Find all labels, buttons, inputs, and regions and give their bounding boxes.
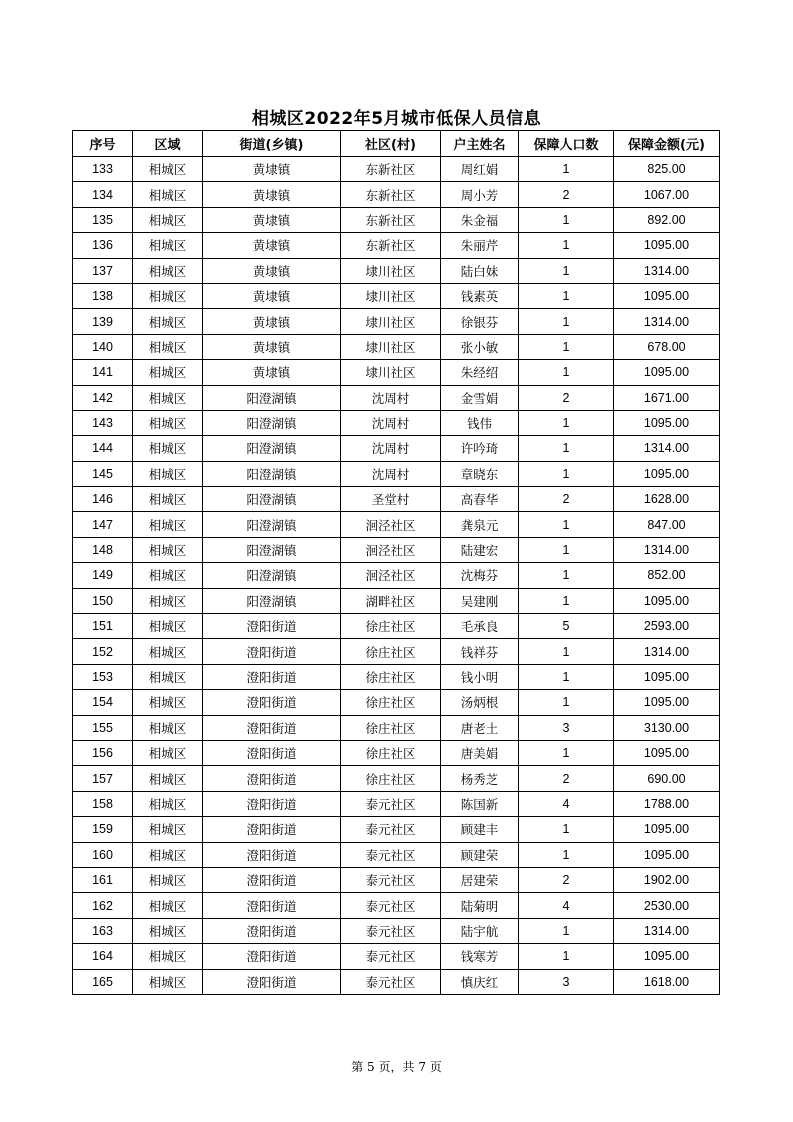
cell-community: 徐庄社区 bbox=[341, 639, 441, 664]
cell-population: 1 bbox=[519, 588, 614, 613]
cell-population: 1 bbox=[519, 157, 614, 182]
cell-district: 相城区 bbox=[133, 563, 203, 588]
cell-community: 徐庄社区 bbox=[341, 690, 441, 715]
cell-householder: 陆宇航 bbox=[441, 918, 519, 943]
cell-community: 湖畔社区 bbox=[341, 588, 441, 613]
table-row bbox=[73, 283, 720, 308]
cell-district: 相城区 bbox=[133, 639, 203, 664]
cell-district: 相城区 bbox=[133, 334, 203, 359]
cell-amount: 1314.00 bbox=[614, 309, 720, 334]
cell-district: 相城区 bbox=[133, 766, 203, 791]
cell-district: 相城区 bbox=[133, 207, 203, 232]
cell-serial: 142 bbox=[73, 385, 133, 410]
cell-serial: 138 bbox=[73, 283, 133, 308]
cell-community: 东新社区 bbox=[341, 157, 441, 182]
cell-district: 相城区 bbox=[133, 918, 203, 943]
cell-amount: 852.00 bbox=[614, 563, 720, 588]
cell-amount: 1067.00 bbox=[614, 182, 720, 207]
cell-amount: 1314.00 bbox=[614, 918, 720, 943]
cell-population: 2 bbox=[519, 182, 614, 207]
cell-street: 澄阳街道 bbox=[203, 791, 341, 816]
cell-community: 埭川社区 bbox=[341, 309, 441, 334]
table-row bbox=[73, 563, 720, 588]
cell-serial: 145 bbox=[73, 461, 133, 486]
cell-community: 圣堂村 bbox=[341, 487, 441, 512]
cell-amount: 2593.00 bbox=[614, 614, 720, 639]
cell-population: 2 bbox=[519, 487, 614, 512]
cell-householder: 吴建刚 bbox=[441, 588, 519, 613]
cell-amount: 1095.00 bbox=[614, 360, 720, 385]
table-row bbox=[73, 740, 720, 765]
cell-street: 澄阳街道 bbox=[203, 664, 341, 689]
cell-district: 相城区 bbox=[133, 715, 203, 740]
cell-street: 黄埭镇 bbox=[203, 360, 341, 385]
cell-serial: 139 bbox=[73, 309, 133, 334]
cell-street: 澄阳街道 bbox=[203, 918, 341, 943]
cell-district: 相城区 bbox=[133, 233, 203, 258]
cell-amount: 1314.00 bbox=[614, 258, 720, 283]
cell-community: 东新社区 bbox=[341, 207, 441, 232]
cell-community: 徐庄社区 bbox=[341, 664, 441, 689]
table-row bbox=[73, 944, 720, 969]
cell-amount: 1095.00 bbox=[614, 410, 720, 435]
cell-amount: 1095.00 bbox=[614, 664, 720, 689]
cell-population: 1 bbox=[519, 410, 614, 435]
cell-district: 相城区 bbox=[133, 258, 203, 283]
cell-householder: 陈国新 bbox=[441, 791, 519, 816]
cell-community: 埭川社区 bbox=[341, 283, 441, 308]
cell-population: 1 bbox=[519, 309, 614, 334]
cell-amount: 2530.00 bbox=[614, 893, 720, 918]
cell-district: 相城区 bbox=[133, 588, 203, 613]
cell-street: 阳澄湖镇 bbox=[203, 588, 341, 613]
column-header-householder: 户主姓名 bbox=[441, 131, 519, 157]
cell-district: 相城区 bbox=[133, 512, 203, 537]
cell-serial: 157 bbox=[73, 766, 133, 791]
column-header-amount: 保障金额(元) bbox=[614, 131, 720, 157]
cell-street: 澄阳街道 bbox=[203, 867, 341, 892]
cell-population: 1 bbox=[519, 817, 614, 842]
cell-street: 澄阳街道 bbox=[203, 639, 341, 664]
cell-serial: 135 bbox=[73, 207, 133, 232]
cell-householder: 朱经绍 bbox=[441, 360, 519, 385]
cell-householder: 高春华 bbox=[441, 487, 519, 512]
cell-householder: 钱素英 bbox=[441, 283, 519, 308]
cell-householder: 陆建宏 bbox=[441, 537, 519, 562]
cell-district: 相城区 bbox=[133, 969, 203, 994]
cell-community: 泰元社区 bbox=[341, 842, 441, 867]
cell-district: 相城区 bbox=[133, 791, 203, 816]
cell-serial: 148 bbox=[73, 537, 133, 562]
cell-serial: 154 bbox=[73, 690, 133, 715]
data-table bbox=[72, 130, 720, 995]
table-row bbox=[73, 233, 720, 258]
cell-amount: 825.00 bbox=[614, 157, 720, 182]
cell-householder: 章晓东 bbox=[441, 461, 519, 486]
cell-amount: 1788.00 bbox=[614, 791, 720, 816]
cell-street: 澄阳街道 bbox=[203, 690, 341, 715]
cell-street: 阳澄湖镇 bbox=[203, 512, 341, 537]
cell-serial: 133 bbox=[73, 157, 133, 182]
table-row bbox=[73, 614, 720, 639]
cell-community: 洄泾社区 bbox=[341, 512, 441, 537]
cell-district: 相城区 bbox=[133, 410, 203, 435]
cell-householder: 陆白妹 bbox=[441, 258, 519, 283]
cell-community: 沈周村 bbox=[341, 385, 441, 410]
cell-district: 相城区 bbox=[133, 487, 203, 512]
cell-serial: 136 bbox=[73, 233, 133, 258]
cell-street: 阳澄湖镇 bbox=[203, 563, 341, 588]
header-row bbox=[73, 131, 720, 157]
table-row bbox=[73, 182, 720, 207]
cell-amount: 690.00 bbox=[614, 766, 720, 791]
cell-householder: 唐老土 bbox=[441, 715, 519, 740]
cell-amount: 1095.00 bbox=[614, 842, 720, 867]
cell-district: 相城区 bbox=[133, 360, 203, 385]
cell-community: 泰元社区 bbox=[341, 867, 441, 892]
cell-street: 阳澄湖镇 bbox=[203, 461, 341, 486]
table-row bbox=[73, 436, 720, 461]
table-row bbox=[73, 410, 720, 435]
cell-district: 相城区 bbox=[133, 664, 203, 689]
cell-amount: 1095.00 bbox=[614, 690, 720, 715]
cell-householder: 沈梅芬 bbox=[441, 563, 519, 588]
cell-street: 阳澄湖镇 bbox=[203, 410, 341, 435]
cell-population: 4 bbox=[519, 893, 614, 918]
cell-street: 黄埭镇 bbox=[203, 283, 341, 308]
cell-district: 相城区 bbox=[133, 614, 203, 639]
cell-householder: 慎庆红 bbox=[441, 969, 519, 994]
cell-householder: 毛承良 bbox=[441, 614, 519, 639]
table-body bbox=[73, 157, 720, 995]
cell-street: 澄阳街道 bbox=[203, 969, 341, 994]
table-row bbox=[73, 715, 720, 740]
cell-serial: 163 bbox=[73, 918, 133, 943]
cell-district: 相城区 bbox=[133, 182, 203, 207]
cell-householder: 金雪娟 bbox=[441, 385, 519, 410]
cell-street: 澄阳街道 bbox=[203, 614, 341, 639]
cell-community: 泰元社区 bbox=[341, 817, 441, 842]
cell-amount: 1314.00 bbox=[614, 436, 720, 461]
cell-community: 徐庄社区 bbox=[341, 614, 441, 639]
cell-serial: 143 bbox=[73, 410, 133, 435]
column-header-community: 社区(村) bbox=[341, 131, 441, 157]
cell-amount: 1095.00 bbox=[614, 461, 720, 486]
cell-community: 埭川社区 bbox=[341, 334, 441, 359]
cell-population: 1 bbox=[519, 740, 614, 765]
cell-householder: 周小芳 bbox=[441, 182, 519, 207]
cell-street: 澄阳街道 bbox=[203, 842, 341, 867]
cell-community: 埭川社区 bbox=[341, 360, 441, 385]
cell-street: 黄埭镇 bbox=[203, 207, 341, 232]
table-row bbox=[73, 639, 720, 664]
cell-amount: 1314.00 bbox=[614, 639, 720, 664]
cell-district: 相城区 bbox=[133, 867, 203, 892]
table-row bbox=[73, 918, 720, 943]
cell-amount: 1628.00 bbox=[614, 487, 720, 512]
cell-population: 1 bbox=[519, 563, 614, 588]
cell-street: 澄阳街道 bbox=[203, 766, 341, 791]
cell-householder: 钱寒芳 bbox=[441, 944, 519, 969]
cell-serial: 141 bbox=[73, 360, 133, 385]
cell-population: 1 bbox=[519, 461, 614, 486]
table-row bbox=[73, 842, 720, 867]
cell-householder: 朱丽芹 bbox=[441, 233, 519, 258]
cell-district: 相城区 bbox=[133, 740, 203, 765]
cell-serial: 165 bbox=[73, 969, 133, 994]
cell-street: 黄埭镇 bbox=[203, 233, 341, 258]
table-row bbox=[73, 309, 720, 334]
cell-community: 东新社区 bbox=[341, 233, 441, 258]
cell-population: 1 bbox=[519, 512, 614, 537]
cell-street: 澄阳街道 bbox=[203, 740, 341, 765]
column-header-serial: 序号 bbox=[73, 131, 133, 157]
cell-district: 相城区 bbox=[133, 461, 203, 486]
cell-community: 埭川社区 bbox=[341, 258, 441, 283]
cell-serial: 134 bbox=[73, 182, 133, 207]
cell-community: 东新社区 bbox=[341, 182, 441, 207]
cell-householder: 龚泉元 bbox=[441, 512, 519, 537]
cell-population: 2 bbox=[519, 766, 614, 791]
cell-community: 徐庄社区 bbox=[341, 766, 441, 791]
table-row bbox=[73, 461, 720, 486]
cell-community: 沈周村 bbox=[341, 410, 441, 435]
cell-street: 澄阳街道 bbox=[203, 944, 341, 969]
cell-community: 洄泾社区 bbox=[341, 563, 441, 588]
cell-serial: 147 bbox=[73, 512, 133, 537]
cell-householder: 朱金福 bbox=[441, 207, 519, 232]
cell-amount: 1095.00 bbox=[614, 233, 720, 258]
table-row bbox=[73, 969, 720, 994]
table-row bbox=[73, 817, 720, 842]
cell-street: 阳澄湖镇 bbox=[203, 537, 341, 562]
cell-serial: 164 bbox=[73, 944, 133, 969]
cell-population: 1 bbox=[519, 918, 614, 943]
table-row bbox=[73, 537, 720, 562]
cell-serial: 150 bbox=[73, 588, 133, 613]
cell-district: 相城区 bbox=[133, 893, 203, 918]
cell-population: 3 bbox=[519, 715, 614, 740]
cell-population: 1 bbox=[519, 436, 614, 461]
cell-householder: 居建荣 bbox=[441, 867, 519, 892]
cell-serial: 146 bbox=[73, 487, 133, 512]
cell-householder: 许吟琦 bbox=[441, 436, 519, 461]
cell-population: 1 bbox=[519, 360, 614, 385]
cell-serial: 140 bbox=[73, 334, 133, 359]
cell-amount: 678.00 bbox=[614, 334, 720, 359]
cell-amount: 1095.00 bbox=[614, 944, 720, 969]
cell-householder: 顾建荣 bbox=[441, 842, 519, 867]
cell-serial: 151 bbox=[73, 614, 133, 639]
cell-householder: 杨秀芝 bbox=[441, 766, 519, 791]
cell-householder: 钱祥芬 bbox=[441, 639, 519, 664]
cell-serial: 137 bbox=[73, 258, 133, 283]
cell-street: 黄埭镇 bbox=[203, 309, 341, 334]
cell-population: 1 bbox=[519, 233, 614, 258]
cell-community: 泰元社区 bbox=[341, 969, 441, 994]
cell-population: 1 bbox=[519, 207, 614, 232]
table-row bbox=[73, 512, 720, 537]
cell-amount: 1671.00 bbox=[614, 385, 720, 410]
cell-district: 相城区 bbox=[133, 817, 203, 842]
cell-amount: 1095.00 bbox=[614, 817, 720, 842]
cell-population: 1 bbox=[519, 639, 614, 664]
cell-street: 阳澄湖镇 bbox=[203, 436, 341, 461]
cell-street: 阳澄湖镇 bbox=[203, 385, 341, 410]
table-row bbox=[73, 664, 720, 689]
cell-district: 相城区 bbox=[133, 385, 203, 410]
cell-population: 1 bbox=[519, 334, 614, 359]
cell-amount: 3130.00 bbox=[614, 715, 720, 740]
cell-serial: 156 bbox=[73, 740, 133, 765]
cell-amount: 1314.00 bbox=[614, 537, 720, 562]
cell-community: 沈周村 bbox=[341, 436, 441, 461]
table-row bbox=[73, 334, 720, 359]
column-header-population: 保障人口数 bbox=[519, 131, 614, 157]
cell-district: 相城区 bbox=[133, 436, 203, 461]
cell-street: 黄埭镇 bbox=[203, 182, 341, 207]
cell-serial: 153 bbox=[73, 664, 133, 689]
cell-householder: 汤炳根 bbox=[441, 690, 519, 715]
cell-population: 3 bbox=[519, 969, 614, 994]
cell-householder: 陆菊明 bbox=[441, 893, 519, 918]
cell-householder: 钱小明 bbox=[441, 664, 519, 689]
cell-serial: 162 bbox=[73, 893, 133, 918]
cell-householder: 唐美娟 bbox=[441, 740, 519, 765]
table-row bbox=[73, 258, 720, 283]
cell-householder: 钱伟 bbox=[441, 410, 519, 435]
cell-population: 1 bbox=[519, 690, 614, 715]
table-row bbox=[73, 867, 720, 892]
table-row bbox=[73, 385, 720, 410]
table-row bbox=[73, 360, 720, 385]
table-row bbox=[73, 487, 720, 512]
column-header-district: 区域 bbox=[133, 131, 203, 157]
page-footer: 第 5 页，共 7 页 bbox=[351, 1060, 442, 1074]
table-row bbox=[73, 588, 720, 613]
cell-serial: 149 bbox=[73, 563, 133, 588]
table-row bbox=[73, 893, 720, 918]
table-row bbox=[73, 690, 720, 715]
cell-district: 相城区 bbox=[133, 309, 203, 334]
cell-district: 相城区 bbox=[133, 944, 203, 969]
cell-community: 泰元社区 bbox=[341, 893, 441, 918]
cell-district: 相城区 bbox=[133, 157, 203, 182]
cell-street: 澄阳街道 bbox=[203, 715, 341, 740]
cell-serial: 159 bbox=[73, 817, 133, 842]
cell-serial: 160 bbox=[73, 842, 133, 867]
cell-amount: 1095.00 bbox=[614, 283, 720, 308]
cell-serial: 155 bbox=[73, 715, 133, 740]
cell-community: 泰元社区 bbox=[341, 791, 441, 816]
cell-street: 黄埭镇 bbox=[203, 157, 341, 182]
cell-serial: 144 bbox=[73, 436, 133, 461]
cell-householder: 徐银芬 bbox=[441, 309, 519, 334]
cell-population: 1 bbox=[519, 537, 614, 562]
cell-district: 相城区 bbox=[133, 283, 203, 308]
cell-householder: 周红娟 bbox=[441, 157, 519, 182]
cell-amount: 1095.00 bbox=[614, 740, 720, 765]
cell-population: 5 bbox=[519, 614, 614, 639]
cell-street: 黄埭镇 bbox=[203, 334, 341, 359]
cell-community: 徐庄社区 bbox=[341, 740, 441, 765]
cell-serial: 161 bbox=[73, 867, 133, 892]
table-row bbox=[73, 766, 720, 791]
cell-amount: 1902.00 bbox=[614, 867, 720, 892]
cell-community: 泰元社区 bbox=[341, 918, 441, 943]
cell-serial: 158 bbox=[73, 791, 133, 816]
table-row bbox=[73, 157, 720, 182]
cell-amount: 892.00 bbox=[614, 207, 720, 232]
cell-population: 4 bbox=[519, 791, 614, 816]
cell-amount: 1618.00 bbox=[614, 969, 720, 994]
cell-population: 1 bbox=[519, 258, 614, 283]
cell-householder: 顾建丰 bbox=[441, 817, 519, 842]
cell-population: 1 bbox=[519, 842, 614, 867]
cell-street: 澄阳街道 bbox=[203, 893, 341, 918]
cell-street: 黄埭镇 bbox=[203, 258, 341, 283]
cell-community: 洄泾社区 bbox=[341, 537, 441, 562]
cell-district: 相城区 bbox=[133, 537, 203, 562]
cell-district: 相城区 bbox=[133, 842, 203, 867]
cell-amount: 847.00 bbox=[614, 512, 720, 537]
cell-population: 2 bbox=[519, 385, 614, 410]
cell-community: 沈周村 bbox=[341, 461, 441, 486]
cell-serial: 152 bbox=[73, 639, 133, 664]
cell-district: 相城区 bbox=[133, 690, 203, 715]
cell-population: 1 bbox=[519, 283, 614, 308]
cell-amount: 1095.00 bbox=[614, 588, 720, 613]
cell-householder: 张小敏 bbox=[441, 334, 519, 359]
cell-population: 1 bbox=[519, 664, 614, 689]
cell-population: 2 bbox=[519, 867, 614, 892]
table-row bbox=[73, 791, 720, 816]
cell-community: 泰元社区 bbox=[341, 944, 441, 969]
cell-street: 阳澄湖镇 bbox=[203, 487, 341, 512]
table-row bbox=[73, 207, 720, 232]
page-title: 相城区2022年5月城市低保人员信息 bbox=[251, 109, 542, 129]
cell-street: 澄阳街道 bbox=[203, 817, 341, 842]
cell-population: 1 bbox=[519, 944, 614, 969]
cell-community: 徐庄社区 bbox=[341, 715, 441, 740]
column-header-street: 街道(乡镇) bbox=[203, 131, 341, 157]
